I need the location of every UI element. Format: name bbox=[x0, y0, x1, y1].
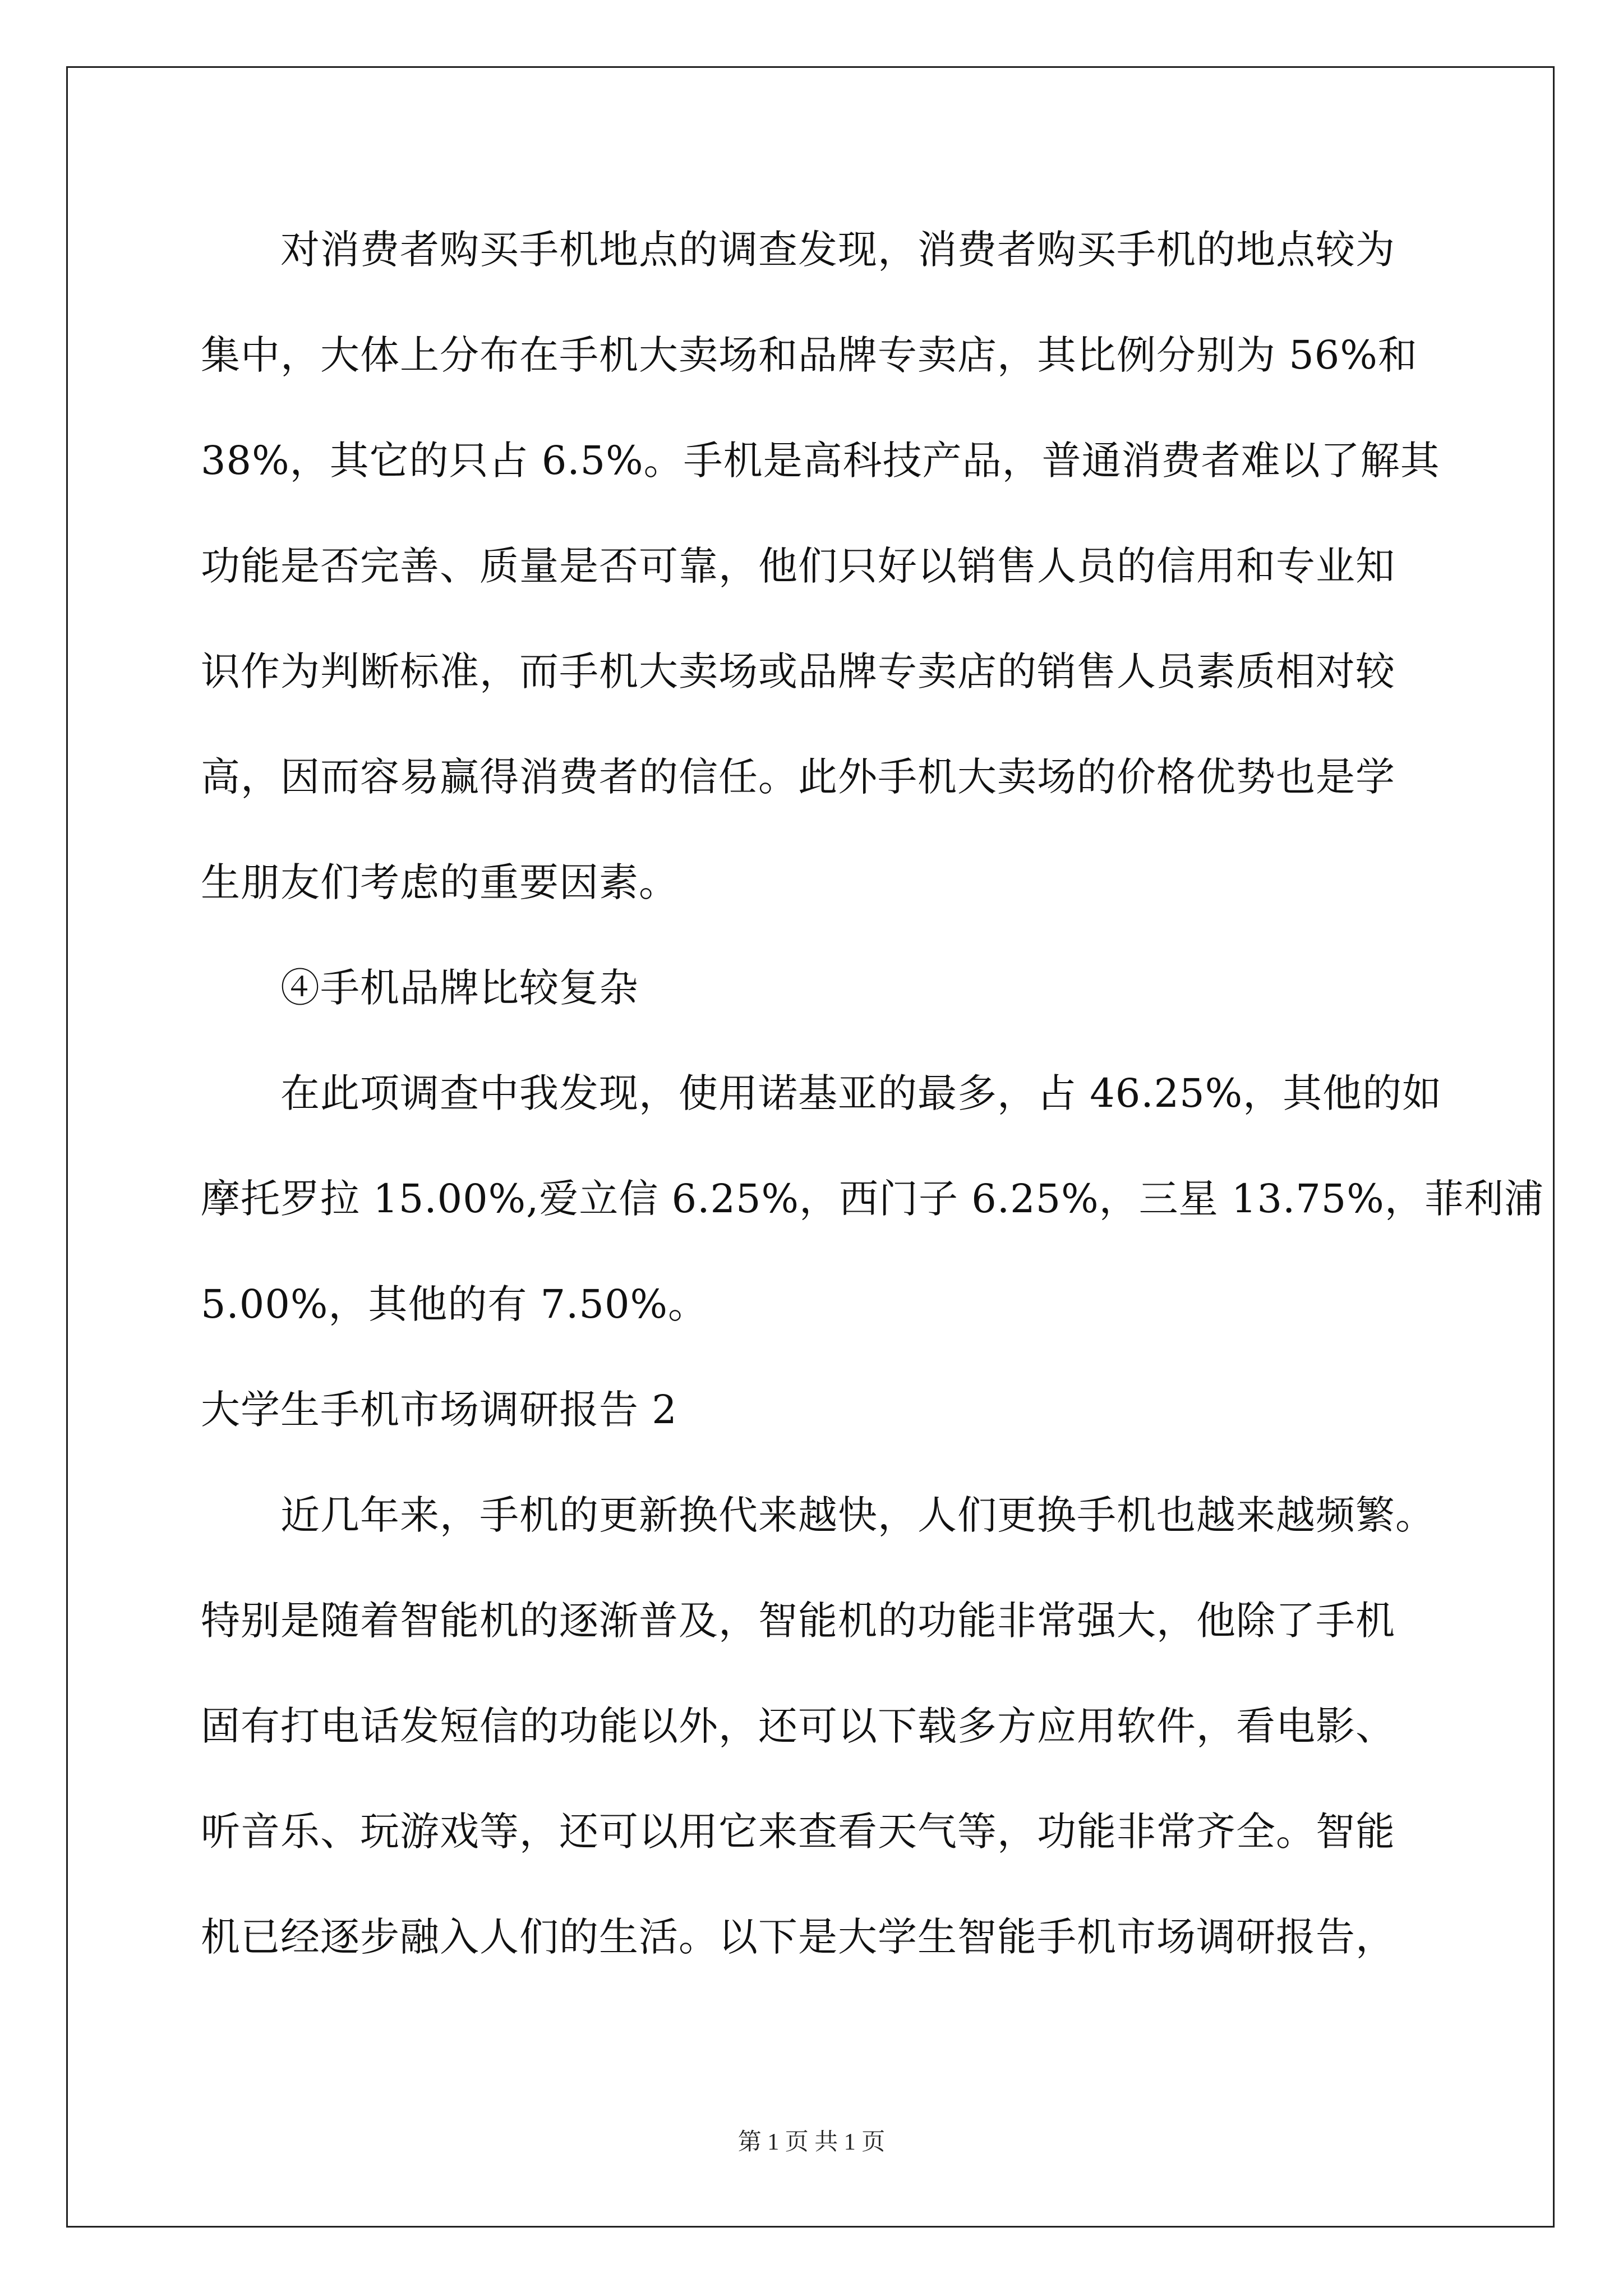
page-footer: 第 1 页 共 1 页 bbox=[737, 2129, 886, 2155]
paragraph-line: 机已经逐步融入人们的生活。以下是大学生智能手机市场调研报告， bbox=[201, 1914, 1395, 1960]
paragraph-line: 特别是随着智能机的逐渐普及，智能机的功能非常强大，他除了手机 bbox=[201, 1598, 1395, 1644]
paragraph-line: 功能是否完善、质量是否可靠，他们只好以销售人员的信用和专业知 bbox=[201, 543, 1395, 589]
paragraph-line: 近几年来，手机的更新换代来越快，人们更换手机也越来越频繁。 bbox=[280, 1492, 1435, 1538]
subheading-line: ④手机品牌比较复杂 bbox=[280, 965, 639, 1011]
paragraph-line: 集中，大体上分布在手机大卖场和品牌专卖店，其比例分别为 56%和 bbox=[201, 332, 1418, 378]
paragraph-line: 高，因而容易赢得消费者的信任。此外手机大卖场的价格优势也是学 bbox=[201, 754, 1395, 800]
paragraph-line: 在此项调查中我发现，使用诺基亚的最多，占 46.25%，其他的如 bbox=[280, 1070, 1442, 1116]
paragraph-line: 对消费者购买手机地点的调查发现，消费者购买手机的地点较为 bbox=[280, 227, 1395, 273]
paragraph-line: 生朋友们考虑的重要因素。 bbox=[201, 859, 679, 905]
document-body bbox=[201, 216, 1544, 2009]
paragraph-line: 固有打电话发短信的功能以外，还可以下载多方应用软件，看电影、 bbox=[201, 1703, 1395, 1749]
paragraph-line: 识作为判断标准，而手机大卖场或品牌专卖店的销售人员素质相对较 bbox=[201, 648, 1395, 694]
paragraph-line: 听音乐、玩游戏等，还可以用它来查看天气等，功能非常齐全。智能 bbox=[201, 1809, 1395, 1855]
paragraph-line: 5.00%，其他的有 7.50%。 bbox=[201, 1281, 708, 1327]
paragraph-line: 摩托罗拉 15.00%,爱立信 6.25%，西门子 6.25%，三星 13.75%，菲利浦 bbox=[201, 1176, 1544, 1222]
paragraph-line: 38%，其它的只占 6.5%。手机是高科技产品，普通消费者难以了解其 bbox=[201, 438, 1440, 484]
section-heading: 大学生手机市场调研报告 2 bbox=[201, 1387, 677, 1433]
